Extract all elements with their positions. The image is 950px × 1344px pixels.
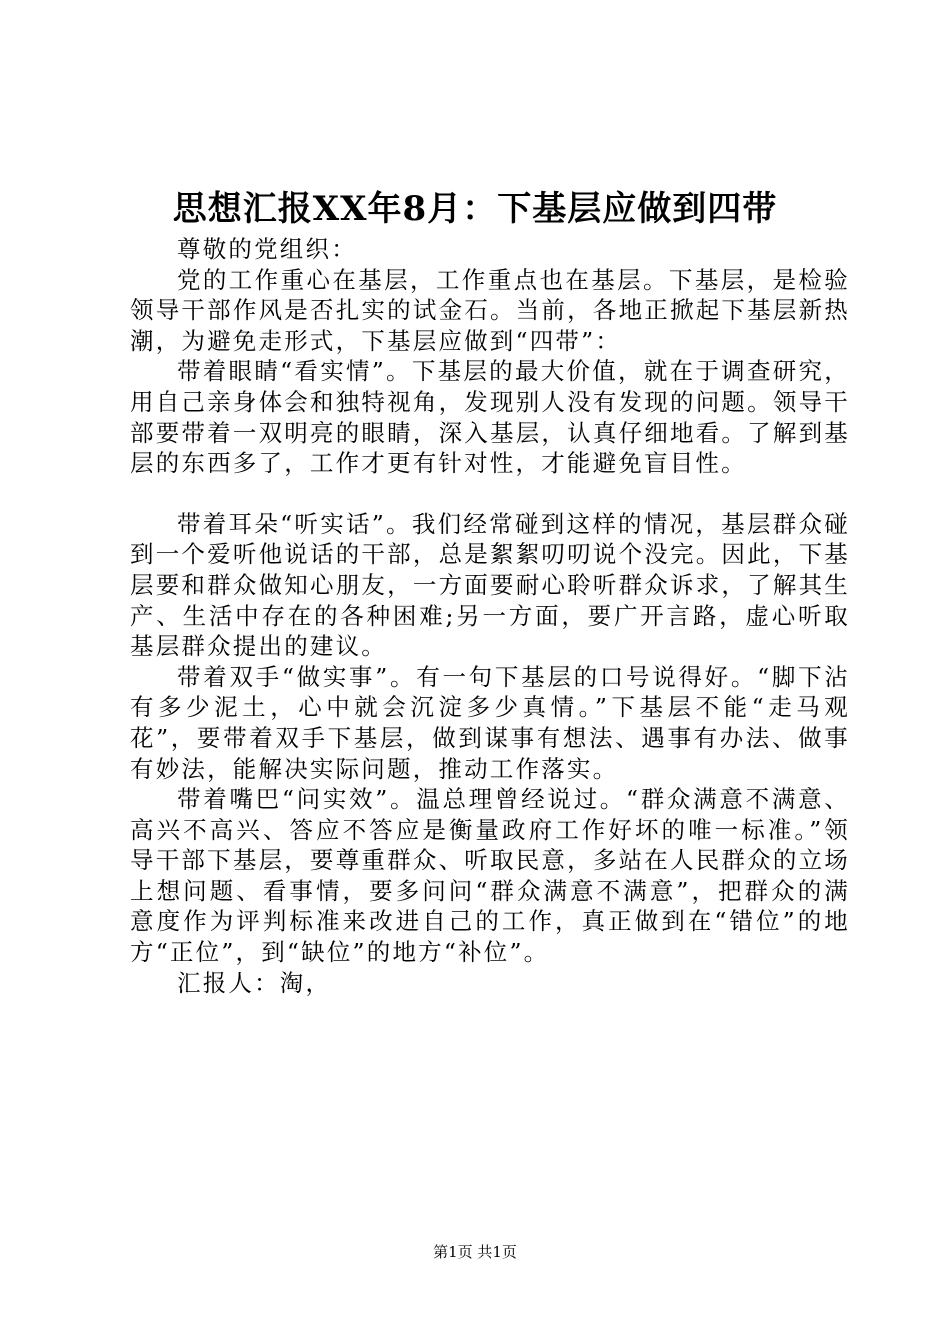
salutation: 尊敬的党组织： (177, 235, 357, 263)
document-body (130, 234, 850, 998)
document-title: 思想汇报XX年8月：下基层应做到四带 (172, 189, 778, 229)
paragraph-eyes: 带着眼睛“看实情”。下基层的最大价值，就在于调查研究，用自己亲身体会和独特视角，发现别人没有发现的问题。领导干部要带着一双明亮的眼睛，深入基层，认真仔细地看。了解到基层的东西多了，工作才更有针对性，才能避免盲目性。 (130, 357, 850, 478)
paragraph-ears: 带着耳朵“听实话”。我们经常碰到这样的情况，基层群众碰到一个爱听他说话的干部，总是絮絮叨叨说个没完。因此，下基层要和群众做知心朋友，一方面要耐心聆听群众诉求，了解其生产、生活中存在的各种困难;另一方面，要广开言路，虚心听取基层群众提出的建议。 (130, 509, 850, 661)
page-number-footer: 第1页 共1页 (433, 1243, 517, 1261)
signature: 汇报人：淘， (177, 968, 332, 997)
paragraph-intro: 党的工作重心在基层，工作重点也在基层。下基层，是检验领导干部作风是否扎实的试金石。当前，各地正掀起下基层新热潮，为避免走形式，下基层应做到“四带”： (130, 265, 850, 355)
paragraph-hands: 带着双手“做实事”。有一句下基层的口号说得好。“脚下沾有多少泥土，心中就会沉淀多少真情。”下基层不能“走马观花”，要带着双手下基层，做到谋事有想法、遇事有办法、做事有妙法，能解决实际问题，推动工作落实。 (130, 662, 850, 783)
paragraph-mouth: 带着嘴巴“问实效”。温总理曾经说过。“群众满意不满意、高兴不高兴、答应不答应是衡量政府工作好坏的唯一标准。”领导干部下基层，要尊重群众、听取民意，多站在人民群众的立场上想问题、看事情，要多问问“群众满意不满意”，把群众的满意度作为评判标准来改进自己的工作，真正做到在“错位”的地方“正位”，到“缺位”的地方“补位”。 (130, 785, 850, 967)
